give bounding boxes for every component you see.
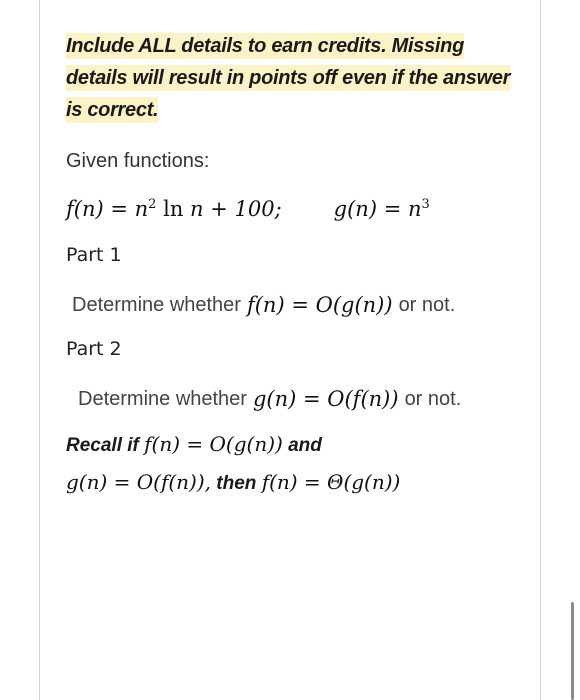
recall-expression-3: f(n) = Θ(g(n)) [261,470,401,494]
function-g-exponent: 3 [421,197,430,212]
part-1-title: Part 1 [66,244,122,266]
function-f-exponent: 2 [148,197,157,212]
part-2-prefix: Determine whether [78,388,247,410]
notice-line-1: Include ALL details to earn credits. Missing [66,35,465,57]
recall-word-recall: Recall if [66,435,139,456]
notice-line-2: details will result in points off even if the answer [66,67,511,89]
function-g [334,197,430,221]
card-border-right [540,0,541,700]
function-f-ln: ln [156,197,191,221]
notice-box [66,30,526,126]
part-2-suffix: or not. [404,388,462,410]
part-2-expression: g(n) = O(f(n)) [252,387,399,411]
part-1-suffix: or not. [398,294,456,316]
part-1-prefix: Determine whether [72,294,241,316]
given-functions-label: Given functions: [66,150,210,172]
function-g-lhs: g(n) = n [333,197,422,221]
recall-expression-1: f(n) = O(g(n)) [144,432,283,456]
recall-word-then: then [216,473,257,494]
part-2-title: Part 2 [66,338,122,360]
function-f-rest: n + 100; [190,197,282,221]
recall-word-and: and [288,435,322,456]
notice-line-3: is correct. [66,99,159,121]
recall-note [66,426,526,502]
function-f-lhs: f(n) = n [66,197,149,221]
function-definitions [66,192,526,226]
function-f [66,197,282,221]
recall-expression-2: g(n) = O(f(n)), [66,470,212,494]
part-1-expression: f(n) = O(g(n)) [246,293,393,317]
part-2-task [78,384,526,414]
question-content [66,30,526,502]
scrollbar-thumb[interactable] [571,602,574,700]
part-1-task [72,290,526,320]
card-border-left [39,0,40,700]
